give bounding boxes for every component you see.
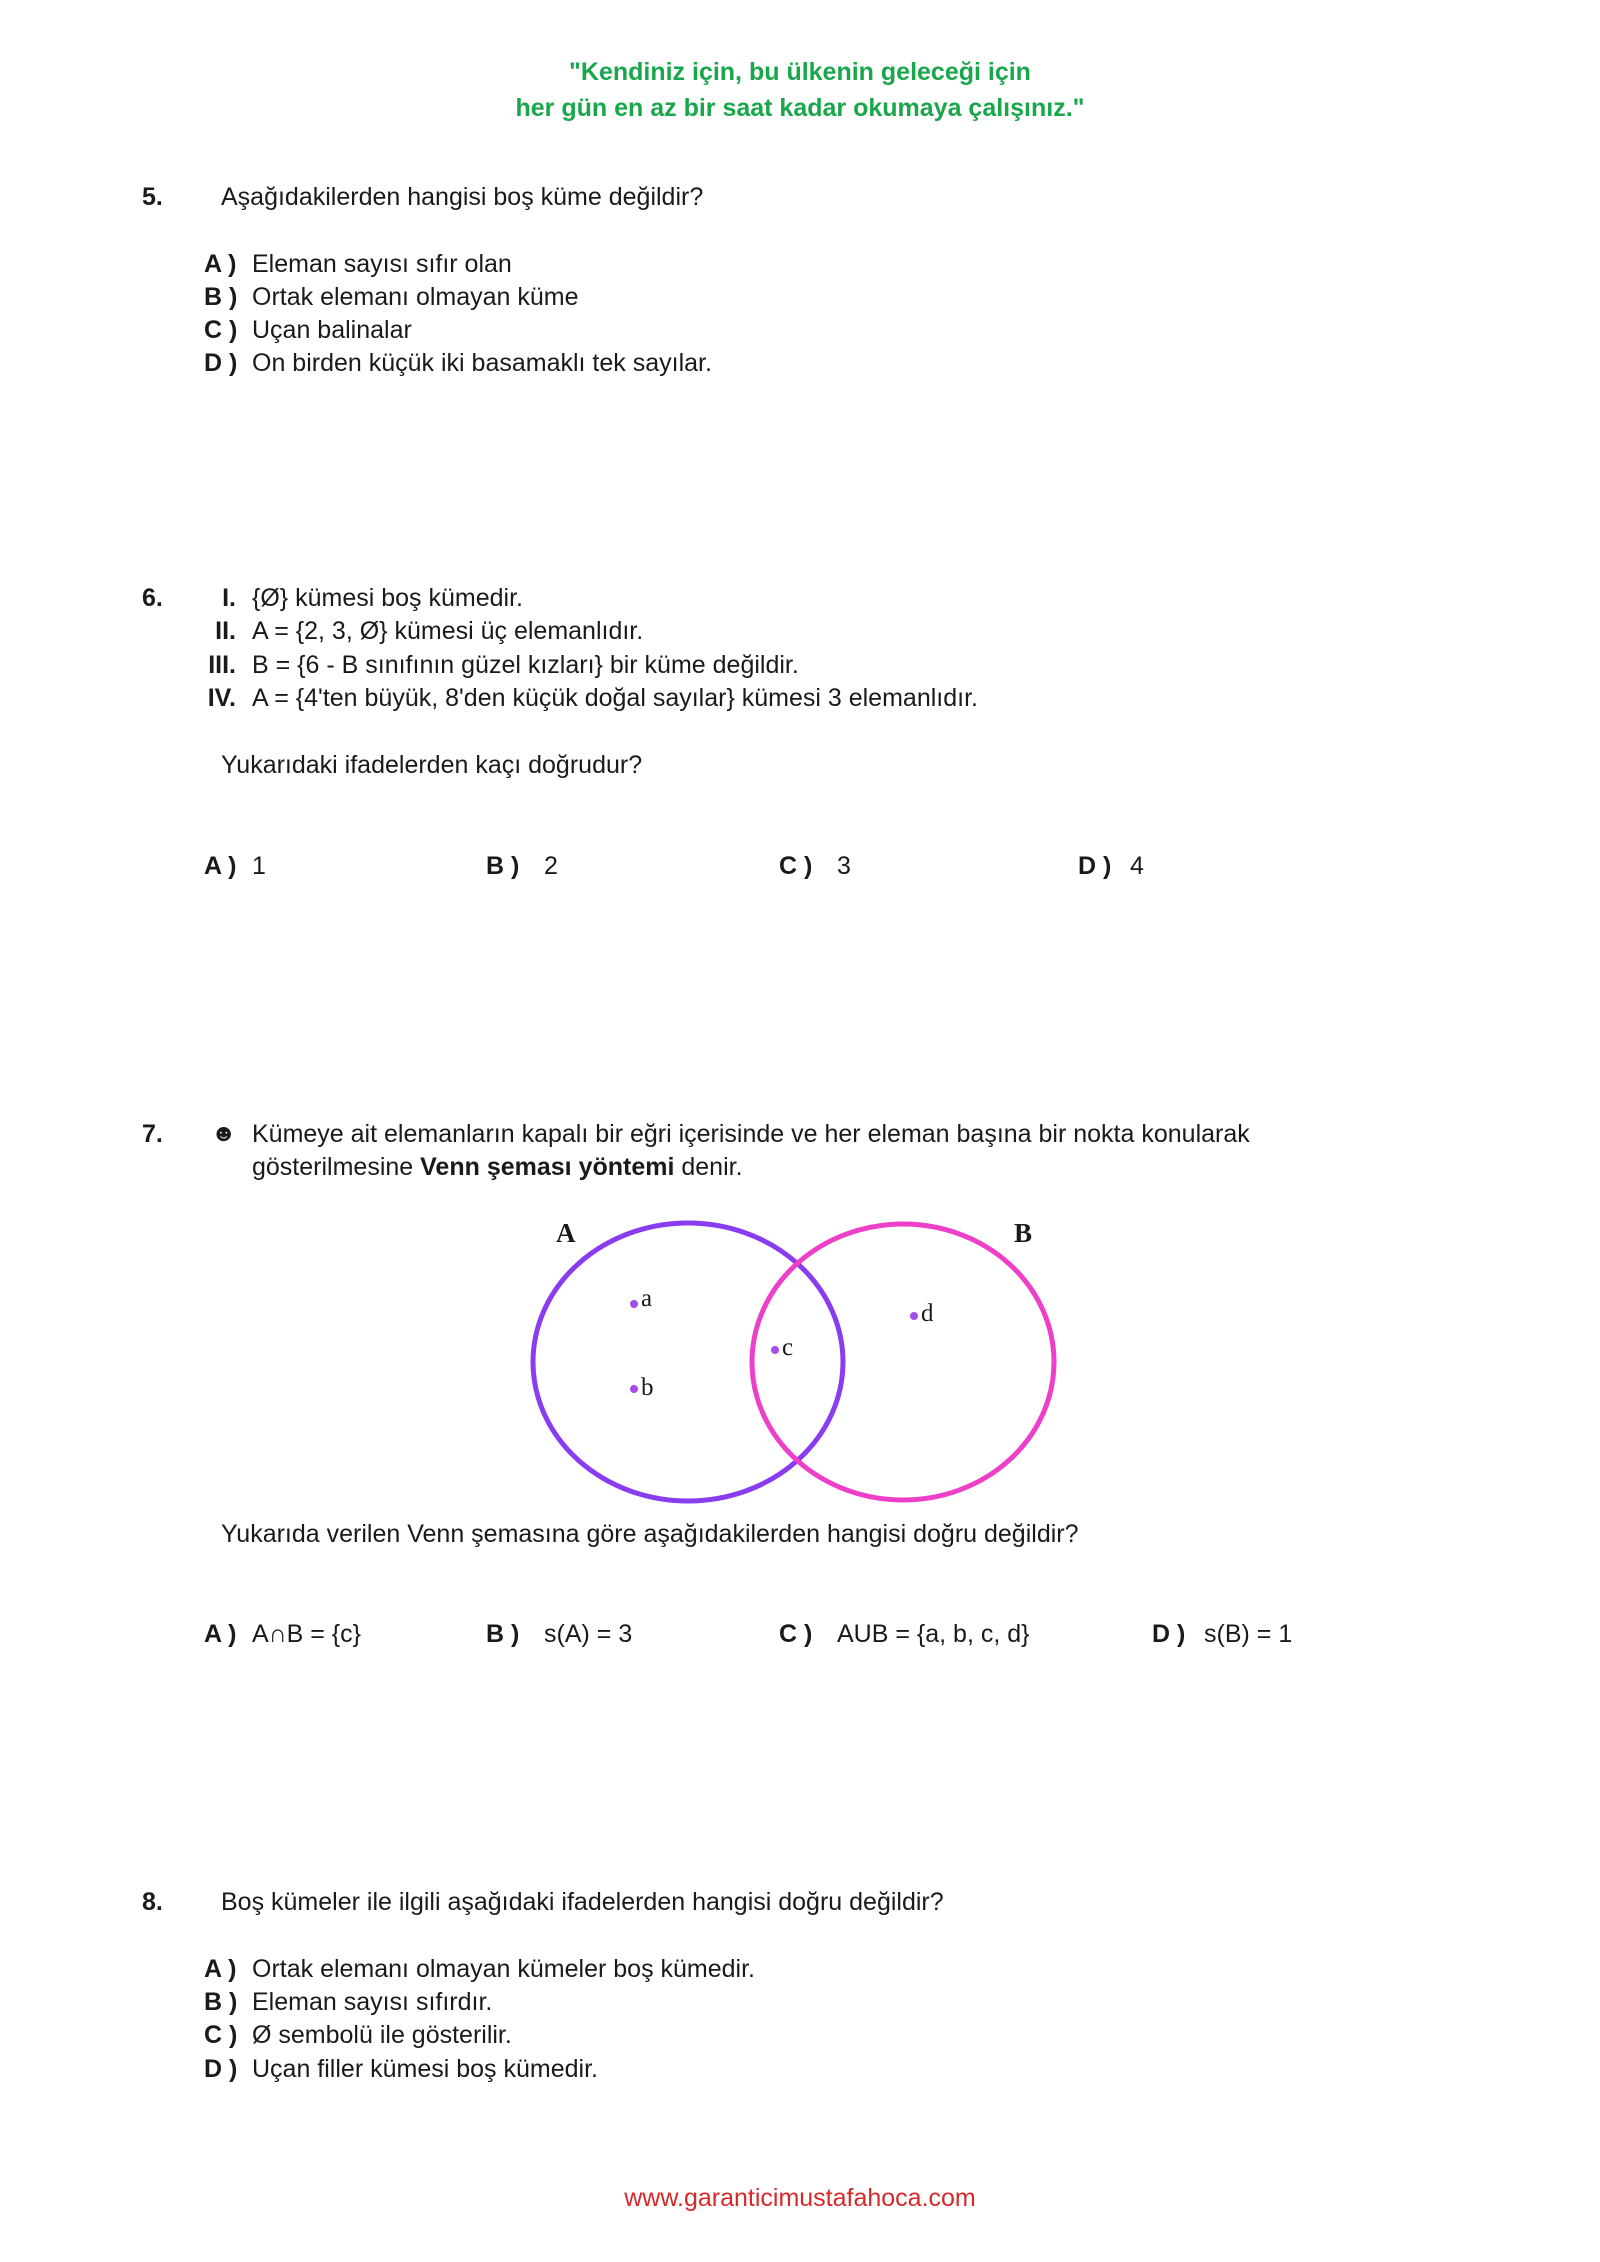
q6-option-d[interactable]: D ) 4: [1078, 852, 1144, 880]
q5-question: Aşağıdakilerden hangisi boş küme değildir?: [221, 183, 704, 211]
motto-line-2: her gün en az bir saat kadar okumaya çalışınız.": [515, 94, 1085, 122]
q7-number: 7.: [142, 1120, 163, 1148]
q5-option-b[interactable]: B ) Ortak elemanı olmayan küme: [204, 283, 579, 311]
q8-option-a[interactable]: A ) Ortak elemanı olmayan kümeler boş kümedir.: [204, 1955, 755, 1983]
q6-roman-4: IV.: [207, 684, 236, 712]
q7-question: Yukarıda verilen Venn şemasına göre aşağıdakilerden hangisi doğru değildir?: [221, 1520, 1079, 1548]
motto-line-1: "Kendiniz için, bu ülkenin geleceği için: [569, 58, 1031, 86]
q7-option-d[interactable]: D ) s(B) = 1: [1152, 1620, 1293, 1648]
element-b-dot: [630, 1385, 638, 1393]
set-b-label: B: [1014, 1218, 1033, 1248]
q6-option-c[interactable]: C ) 3: [779, 852, 851, 880]
q7-option-a[interactable]: A ) A∩B = {c}: [204, 1620, 362, 1648]
element-c-label: c: [782, 1334, 794, 1361]
q6-option-a[interactable]: A ) 1: [204, 852, 266, 880]
q5-option-c[interactable]: C ) Uçan balinalar: [204, 316, 412, 344]
set-b-circle: [752, 1224, 1054, 1500]
set-a-label: A: [556, 1218, 576, 1248]
q7-option-b[interactable]: B ) s(A) = 3: [486, 1620, 633, 1648]
q6-statement-3: B = {6 - B sınıfının güzel kızları} bir küme değildir.: [252, 651, 799, 679]
q6-statement-1: {Ø} kümesi boş kümedir.: [252, 584, 523, 612]
q8-number: 8.: [142, 1888, 163, 1916]
element-a-dot: [630, 1300, 638, 1308]
element-d-dot: [910, 1312, 918, 1320]
q6-statement-4: A = {4'ten büyük, 8'den küçük doğal sayılar} kümesi 3 elemanlıdır.: [252, 684, 978, 712]
q8-option-b[interactable]: B ) Eleman sayısı sıfırdır.: [204, 1988, 493, 2016]
q6-roman-2: II.: [215, 617, 236, 645]
smiley-bullet-icon: ☻: [211, 1120, 237, 1147]
element-b-label: b: [641, 1374, 654, 1401]
element-a-label: a: [641, 1285, 653, 1312]
q8-option-c[interactable]: C ) Ø sembolü ile gösterilir.: [204, 2021, 512, 2049]
q5-number: 5.: [142, 183, 163, 211]
q5-option-d[interactable]: D ) On birden küçük iki basamaklı tek sayılar.: [204, 349, 712, 377]
q7-option-c[interactable]: C ) AUB = {a, b, c, d}: [779, 1620, 1030, 1648]
q5-option-a[interactable]: A ) Eleman sayısı sıfır olan: [204, 250, 512, 278]
q7-intro-line-1: Kümeye ait elemanların kapalı bir eğri içerisinde ve her eleman başına bir nokta konularak: [252, 1120, 1250, 1148]
q7-intro-line-2: gösterilmesine Venn şeması yöntemi denir.: [252, 1153, 743, 1181]
q6-roman-3: III.: [208, 651, 236, 679]
q6-number: 6.: [142, 584, 163, 612]
element-d-label: d: [921, 1300, 934, 1327]
footer-website-link[interactable]: www.garanticimustafahoca.com: [624, 2184, 976, 2212]
element-c-dot: [771, 1346, 779, 1354]
q6-statement-2: A = {2, 3, Ø} kümesi üç elemanlıdır.: [252, 617, 644, 645]
q6-roman-1: I.: [222, 584, 236, 612]
q6-option-b[interactable]: B ) 2: [486, 852, 558, 880]
q6-question: Yukarıdaki ifadelerden kaçı doğrudur?: [221, 751, 643, 779]
q8-option-d[interactable]: D ) Uçan filler kümesi boş kümedir.: [204, 2055, 598, 2083]
venn-term: Venn şeması yöntemi: [420, 1153, 675, 1181]
q8-question: Boş kümeler ile ilgili aşağıdaki ifadelerden hangisi doğru değildir?: [221, 1888, 944, 1916]
